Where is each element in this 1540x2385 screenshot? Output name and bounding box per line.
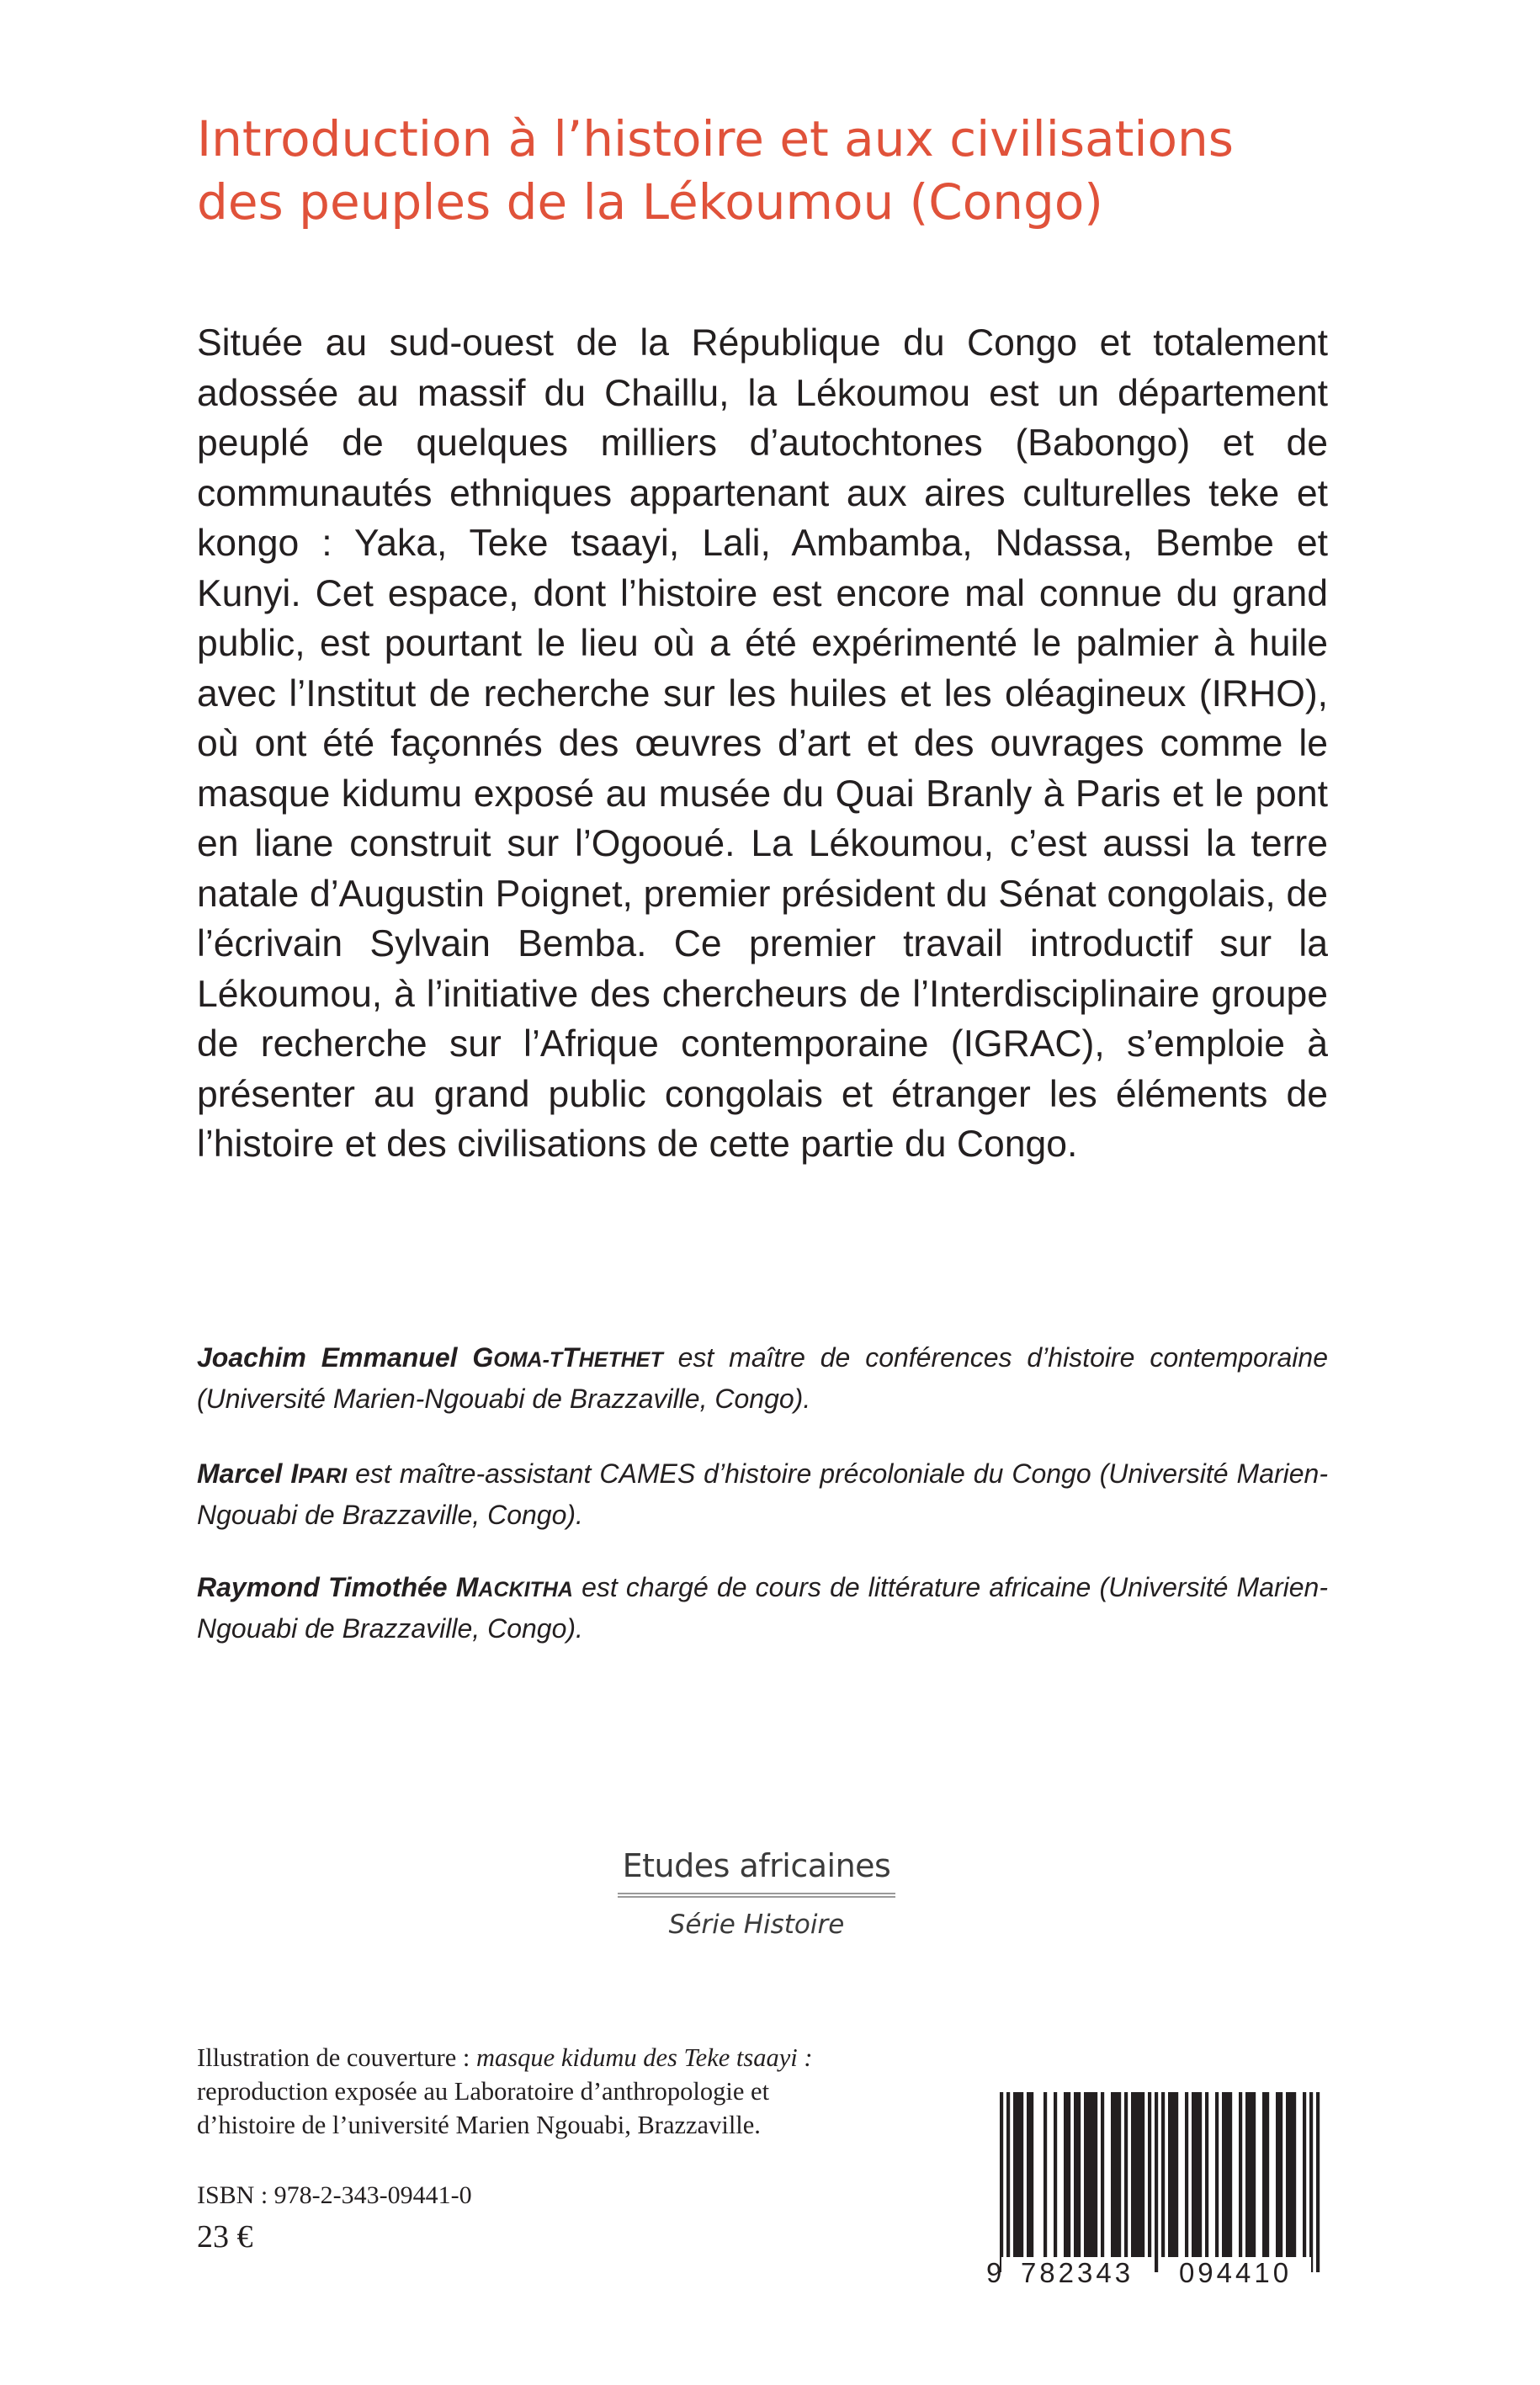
barcode-right-digits: 094410 xyxy=(1178,2257,1293,2287)
barcode-bar xyxy=(1043,2092,1047,2257)
barcode-bar xyxy=(1276,2092,1279,2257)
barcode-bar xyxy=(1017,2092,1020,2257)
price: 23 € xyxy=(197,2219,253,2255)
barcode-bar xyxy=(1175,2092,1178,2257)
barcode-bar xyxy=(1054,2092,1057,2257)
barcode-bar xyxy=(1161,2092,1165,2272)
barcode-bar xyxy=(1131,2092,1134,2257)
barcode-bar xyxy=(1013,2092,1017,2257)
barcode-bar xyxy=(1286,2092,1289,2257)
title-line-1: Introduction à l’histoire et aux civilisations xyxy=(197,110,1234,167)
author-name-3: Raymond Timothée MACKITHA xyxy=(197,1572,573,1602)
barcode-bar xyxy=(1155,2092,1158,2272)
barcode-bar xyxy=(1316,2092,1320,2272)
barcode-bar xyxy=(1138,2092,1141,2257)
barcode-first-digit: 9 xyxy=(986,2257,1002,2287)
barcode-bar xyxy=(1094,2092,1097,2257)
barcode-bar xyxy=(1215,2092,1219,2257)
barcode-bar xyxy=(1111,2092,1114,2257)
barcode-bar xyxy=(1171,2092,1175,2257)
barcode-bar xyxy=(1225,2092,1229,2257)
barcode-bar xyxy=(1192,2092,1195,2257)
book-blurb: Située au sud-ouest de la République du Congo et totalement adossée au massif du Chaillu, la Lékoumou est un département peuplé de quelques milliers d’autochtones (Babongo) et de communautés ethniques appartenant aux aires culturelles teke et kongo : Yaka, Teke tsaayi, Lali, Ambamba, Ndassa, Bembe et Kunyi. Cet espace, dont l’histoire est encore mal connue du grand public, est pourtant le lieu où a été expérimenté le palmier à huile avec l’Institut de recherche sur les huiles et les oléagineux (IRHO), où ont été façonnés des œuvres d’art et des ouvrages comme le masque kidumu exposé au musée du Quai Branly à Paris et le pont en liane construit sur l’Ogooué. La Lékoumou, c’est aussi la terre natale d’Augustin Poignet, premier président du Sénat congolais, de l’écrivain Sylvain Bemba. Ce premier travail introductif sur la Lékoumou, à l’initiative des chercheurs de l’Interdisciplinaire groupe de recherche sur l’Afrique contemporaine (IGRAC), s’emploie à présenter au grand public congolais et étranger les éléments de l’histoire et des civilisations de cette partie du Congo. xyxy=(197,322,1328,1165)
barcode-bar xyxy=(1118,2092,1121,2257)
barcode-left-digits: 782343 xyxy=(1020,2257,1134,2287)
barcode-bar xyxy=(1006,2092,1010,2272)
barcode-bar xyxy=(1239,2092,1242,2257)
barcode-bar xyxy=(1168,2092,1171,2257)
series-name: Etudes africaines xyxy=(622,1847,891,1884)
series-divider xyxy=(618,1893,895,1898)
barcode-bar xyxy=(1279,2092,1282,2257)
barcode-bar xyxy=(1229,2092,1232,2257)
barcode-bar xyxy=(1185,2092,1188,2257)
barcode-bar xyxy=(1245,2092,1249,2257)
barcode-bar xyxy=(1198,2092,1202,2257)
barcode-bar xyxy=(1141,2092,1144,2257)
author-bio-2: Marcel IPARI est maître-assistant CAMES d’histoire précoloniale du Congo (Université Marien-Ngouabi de Brazzaville, Congo). xyxy=(197,1458,1329,1530)
barcode xyxy=(986,2092,1323,2287)
barcode-bar xyxy=(1020,2092,1023,2257)
book-title xyxy=(197,108,1375,234)
barcode-bar xyxy=(1027,2092,1030,2257)
author-name-1: Joachim Emmanuel GOMA-TTHETHET xyxy=(197,1342,663,1373)
cover-credit: Illustration de couverture : masque kidumu des Teke tsaayi : reproduction exposée au Laboratoire d’anthropologie et d’histoire de l’université Marien Ngouabi, Brazzaville. xyxy=(197,2043,813,2139)
barcode-bar xyxy=(1205,2092,1208,2257)
barcode-bar xyxy=(1134,2092,1138,2257)
barcode-bar xyxy=(1064,2092,1067,2257)
series-block xyxy=(618,1847,895,1940)
author-bio-3: Raymond Timothée MACKITHA est chargé de cours de littérature africaine (Université Marien-Ngouabi de Brazzaville, Congo). xyxy=(197,1572,1329,1644)
barcode-bar xyxy=(1074,2092,1077,2257)
barcode-bar xyxy=(1303,2092,1306,2257)
barcode-bar xyxy=(1087,2092,1091,2257)
barcode-bar xyxy=(1293,2092,1296,2257)
barcode-bar xyxy=(1148,2092,1151,2257)
author-bio-1: Joachim Emmanuel GOMA-TTHETHET est maître de conférences d’histoire contemporaine (Université Marien-Ngouabi de Brazzaville, Congo). xyxy=(197,1342,1328,1414)
barcode-bar xyxy=(1077,2092,1081,2257)
barcode-bar xyxy=(1114,2092,1118,2257)
barcode-bar xyxy=(1067,2092,1070,2257)
isbn: ISBN : 978-2-343-09441-0 xyxy=(197,2181,472,2209)
title-line-2: des peuples de la Lékoumou (Congo) xyxy=(197,173,1103,231)
barcode-bar xyxy=(1084,2092,1087,2257)
barcode-bar xyxy=(1222,2092,1225,2257)
barcode-bar xyxy=(1309,2092,1313,2272)
barcode-bar xyxy=(1195,2092,1198,2257)
author-name-2: Marcel IPARI xyxy=(197,1458,348,1489)
barcode-bar xyxy=(1000,2092,1003,2272)
barcode-bar xyxy=(1289,2092,1293,2257)
barcode-bars xyxy=(1000,2092,1320,2272)
barcode-bar xyxy=(1101,2092,1104,2257)
barcode-bar xyxy=(1124,2092,1128,2257)
barcode-bar xyxy=(1249,2092,1252,2257)
barcode-bar xyxy=(1262,2092,1266,2257)
series-subtitle: Série Histoire xyxy=(668,1910,845,1940)
barcode-bar xyxy=(1091,2092,1094,2257)
barcode-bar xyxy=(1252,2092,1256,2257)
barcode-bar xyxy=(1266,2092,1269,2257)
barcode-bar xyxy=(1030,2092,1033,2257)
